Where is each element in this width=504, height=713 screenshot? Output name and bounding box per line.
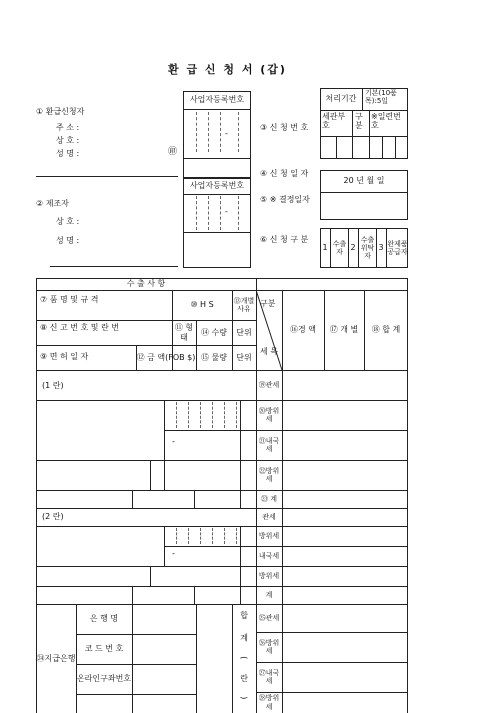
col-qty2: ⑮ 물량: [201, 352, 227, 362]
bizreg-dash: -: [225, 207, 228, 216]
div-label: 구분: [355, 112, 363, 130]
table-line: [36, 370, 408, 371]
row-2-label: (2 란): [42, 512, 64, 521]
table-dash: [236, 528, 237, 544]
col-qty: ⑭ 수량: [201, 327, 227, 337]
col-div: 구분: [260, 299, 276, 308]
bizreg-dash-line: [196, 196, 197, 230]
table-line: [132, 604, 133, 713]
table-line: [282, 662, 408, 663]
col-item: ⑦ 품 명 및 규 격: [40, 295, 99, 304]
table-line: [36, 460, 282, 461]
table-line: [282, 586, 408, 587]
manufacturer-company-label: 상 호 :: [56, 217, 80, 226]
col-unit: 단위: [236, 327, 252, 337]
table-line: [282, 508, 408, 509]
seal-mark: ㊞: [168, 147, 178, 157]
apply-opt1-num: 1: [322, 243, 328, 253]
bank-defense2: ㉘방위세: [258, 694, 280, 711]
bank-defense: ㉖방위세: [258, 638, 280, 655]
bizreg-dash-line: [220, 112, 221, 152]
processing-divider: [369, 110, 370, 159]
bizreg-divider: [183, 109, 251, 110]
page-title: 환 급 신 청 서 (갑): [168, 63, 287, 76]
table-line: [282, 604, 408, 605]
table-line: [282, 632, 408, 633]
manufacturer-name-label: 성 명 :: [56, 236, 80, 245]
col-individual-reason: ⑬개별사유: [233, 296, 255, 313]
bizreg-label-2: 사업자등록번호: [189, 181, 245, 191]
row2-tariff: 관세: [262, 512, 276, 521]
col-taxes: 세 목: [260, 347, 278, 356]
bank-code-label: 코 드 번 호: [84, 644, 124, 654]
table-dash: [224, 528, 225, 544]
table-line: [232, 604, 233, 713]
table-dash: [200, 402, 201, 428]
apply-opt2-num: 2: [350, 243, 356, 253]
table-line: [36, 566, 282, 567]
table-line: [36, 400, 282, 401]
field-app-number: ③ 신 청 번 호: [260, 123, 309, 132]
table-dash: [212, 402, 213, 428]
field-decision-date: ⑤ ※ 결정일자: [260, 195, 310, 204]
col-amount: ⑫ 금 액(FOB $): [136, 352, 196, 362]
table-line: [196, 604, 197, 713]
manufacturer-label: ② 제조자: [36, 199, 69, 208]
table-line: [240, 526, 241, 604]
table-dash: [200, 528, 201, 544]
col-individual: ⑰ 개 별: [329, 325, 359, 335]
bizreg-divider: [183, 194, 251, 195]
bank-name-label: 은 행 명: [89, 614, 119, 624]
processing-divider: [336, 136, 337, 159]
row-sum: ㉓ 계: [261, 494, 277, 503]
bank-inland: ㉗내국세: [258, 668, 280, 685]
bank-label: ㉔ 지급은행: [36, 653, 76, 663]
table-line: [240, 400, 241, 508]
bizreg-dash: -: [225, 129, 228, 138]
apply-opt3-num: 3: [378, 243, 384, 253]
table-line: [282, 400, 408, 401]
table-line: [36, 586, 282, 587]
table-line: [150, 566, 151, 586]
applicant-underline: [36, 176, 178, 177]
bizreg-dash-line: [208, 112, 209, 152]
row-2-dash: -: [172, 549, 175, 558]
table-line: [36, 490, 282, 491]
table-line: [150, 460, 151, 490]
table-dash: [224, 402, 225, 428]
processing-divider: [320, 110, 408, 111]
processing-period-value: 기본(10품목):5일: [365, 89, 397, 105]
applicant-company-label: 상 호 :: [56, 136, 80, 145]
row-defense: ⑳방위세: [258, 406, 280, 423]
row-1-label: (1 란): [42, 381, 64, 390]
col-unit2: 단위: [236, 352, 252, 362]
field-app-type: ⑥ 신 청 구 분: [260, 235, 309, 244]
bizreg-dash-line: [208, 196, 209, 230]
date-format: 20 년 월 일: [343, 176, 385, 186]
bizreg-dash-line: [238, 196, 239, 230]
bizreg-label-1: 사업자등록번호: [189, 95, 245, 105]
row2-defense2: 방위세: [258, 571, 280, 580]
bank-online-label: 온라인구좌번호: [76, 674, 132, 684]
processing-divider: [395, 136, 396, 159]
serial-label: ※일련번호: [371, 112, 401, 130]
row2-defense: 방위세: [258, 531, 280, 540]
table-line: [282, 692, 408, 693]
total-label: 합 계 ( 란 ): [239, 611, 249, 706]
applicant-label: ① 환급신청자: [36, 107, 85, 116]
table-line: [132, 490, 133, 508]
table-line: [132, 586, 133, 604]
col-simple: ⑯경 액: [290, 325, 316, 335]
table-line: [282, 430, 408, 431]
table-line: [76, 694, 196, 695]
processing-period-label: 처리기간: [325, 94, 357, 104]
bizreg-divider: [183, 158, 251, 159]
table-dash: [176, 528, 177, 544]
bizreg-dash-line: [238, 112, 239, 152]
col-total: ⑱ 합 계: [371, 325, 401, 335]
col-hs: ⑩ H S: [190, 300, 214, 310]
export-section-header: 수 출 사 항: [126, 279, 166, 289]
row2-inland: 내국세: [258, 551, 280, 560]
table-dash: [212, 528, 213, 544]
processing-divider: [382, 136, 383, 159]
table-line: [282, 546, 408, 547]
processing-divider: [362, 88, 363, 110]
table-line: [194, 586, 195, 604]
col-reg: ⑧ 신 고 번 호 및 란 번: [40, 323, 120, 332]
col-form: ⑪ 형태: [174, 323, 194, 342]
apply-opt3[interactable]: 완제품공급자: [387, 239, 408, 256]
table-line: [164, 400, 165, 490]
table-dash: [236, 402, 237, 428]
table-line: [282, 490, 408, 491]
table-dash: [176, 402, 177, 428]
row-1-dash: -: [172, 437, 175, 446]
applicant-name-label: 성 명 :: [56, 149, 80, 158]
tax-office-label: 세관부호: [322, 112, 346, 130]
row-defense2: ㉒방위세: [258, 466, 280, 483]
table-line: [282, 460, 408, 461]
table-line: [36, 526, 282, 527]
bizreg-dash-line: [196, 112, 197, 152]
processing-divider: [352, 110, 353, 159]
manufacturer-underline: [50, 266, 178, 267]
row2-sum: 계: [265, 590, 273, 599]
apply-opt2[interactable]: 수출위탁자: [360, 235, 375, 261]
table-line: [282, 566, 408, 567]
bizreg-dash-line: [220, 196, 221, 230]
bank-tariff: ㉕관세: [258, 613, 280, 622]
date-divider: [320, 192, 408, 193]
table-dash: [188, 528, 189, 544]
row-tariff: ⑲관세: [258, 380, 280, 389]
table-line: [36, 508, 282, 509]
table-line: [282, 526, 408, 527]
field-app-date: ④ 신 청 일 자: [260, 169, 309, 178]
apply-opt1[interactable]: 수출자: [332, 239, 347, 256]
applicant-address-label: 주 소 :: [56, 123, 80, 132]
col-license: ⑨ 면 허 일 자: [40, 352, 89, 361]
bizreg-divider: [183, 232, 251, 233]
table-dash: [188, 402, 189, 428]
table-line: [194, 490, 195, 508]
row-inland: ㉑내국세: [258, 436, 280, 453]
